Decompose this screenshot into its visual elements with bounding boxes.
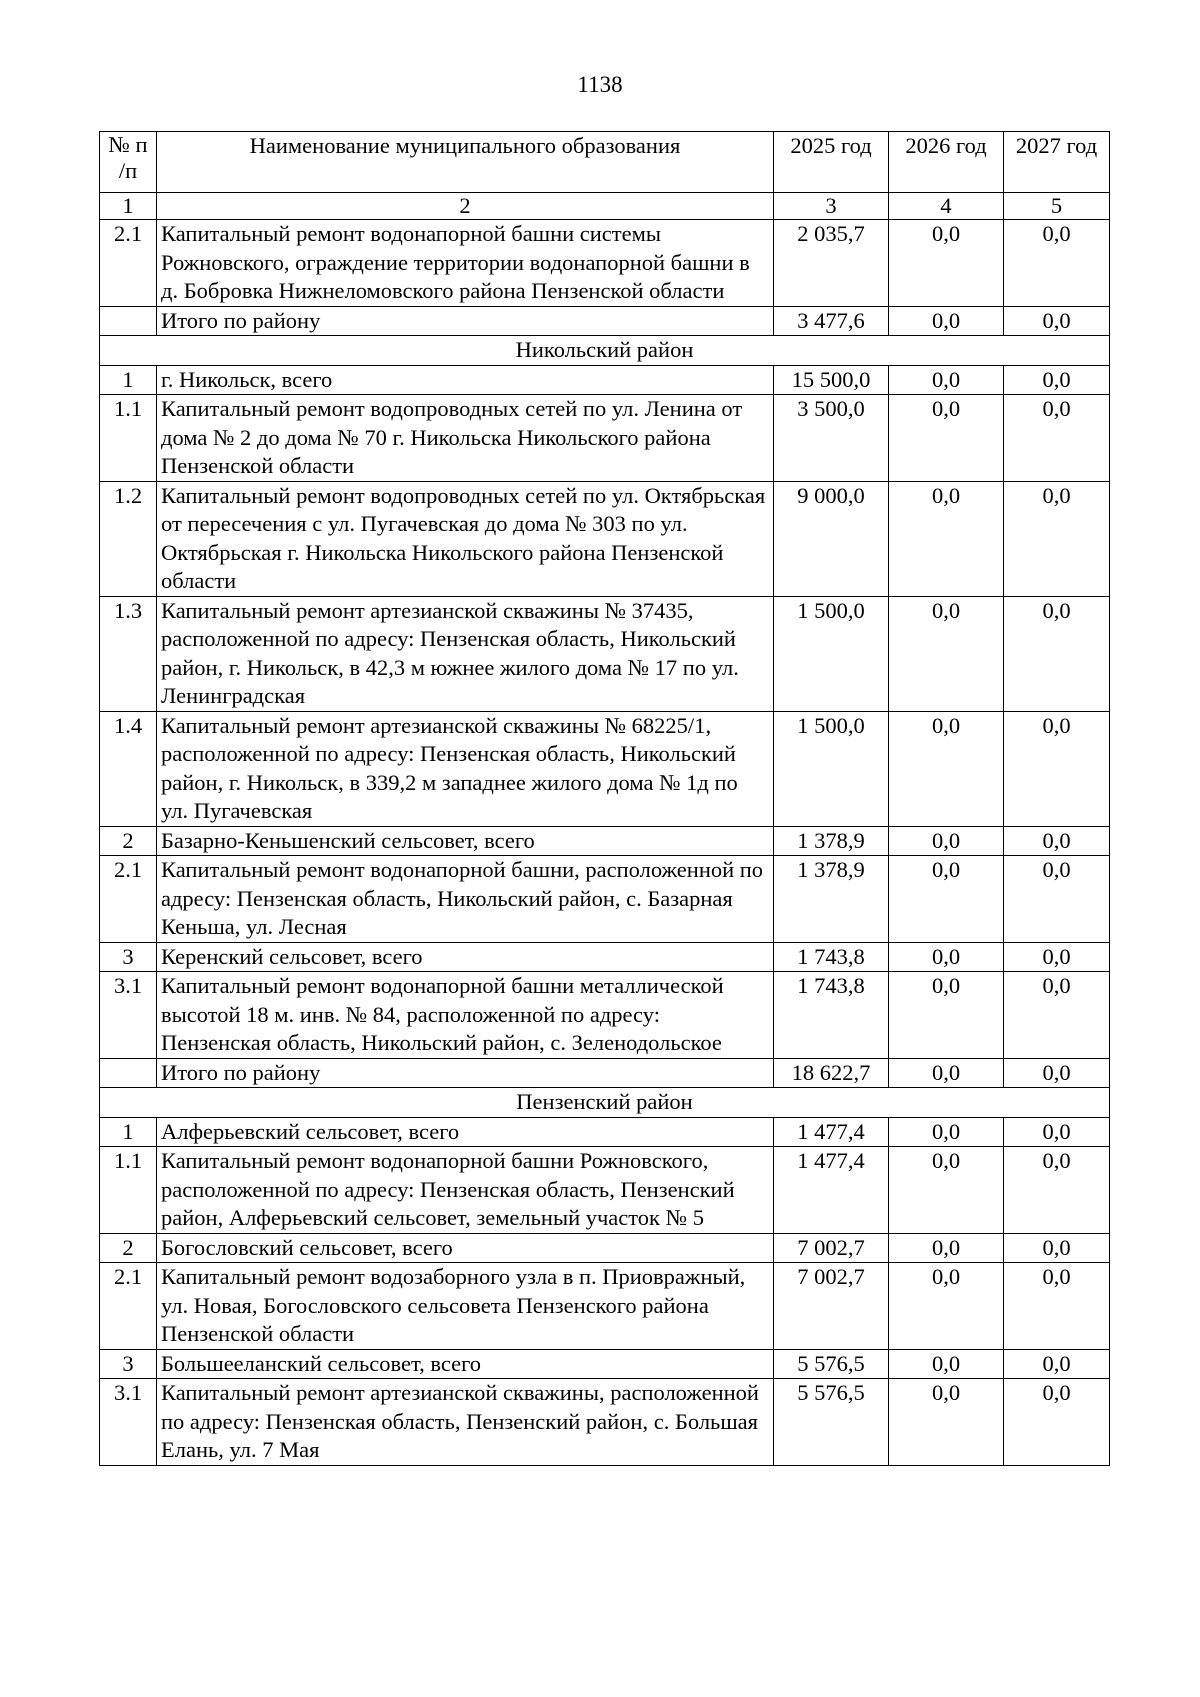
district-total-row — [100, 1058, 1110, 1088]
column-index: 1 — [100, 193, 157, 220]
value-2027: 0,0 — [1004, 481, 1110, 596]
value-2027: 0,0 — [1004, 365, 1110, 395]
value-2025: 1 378,9 — [774, 826, 889, 856]
value-2027: 0,0 — [1004, 1233, 1110, 1263]
value-2027: 0,0 — [1004, 1349, 1110, 1379]
table-row — [100, 481, 1110, 596]
column-index: 2 — [157, 193, 774, 220]
table-row — [100, 395, 1110, 482]
row-name: Капитальный ремонт водонапорной башни, расположенной по адресу: Пензенская область, Никольский район, с. Базарная Кеньша, ул. Лесная — [157, 856, 774, 943]
row-name: г. Никольск, всего — [157, 365, 774, 395]
table-row — [100, 711, 1110, 826]
value-2026: 0,0 — [889, 972, 1004, 1059]
value-2025: 1 378,9 — [774, 856, 889, 943]
value-2025: 1 743,8 — [774, 942, 889, 972]
header-2026: 2026 год — [889, 132, 1004, 193]
district-header-row — [100, 336, 1110, 366]
row-number: 1.1 — [100, 1147, 157, 1234]
table-row — [100, 1147, 1110, 1234]
row-number: 2.1 — [100, 1263, 157, 1350]
table-row — [100, 365, 1110, 395]
row-name: Капитальный ремонт водопроводных сетей по ул. Октябрьская от пересечения с ул. Пугачевская до дома № 303 по ул. Октябрьская г. Никольска Никольского района Пензенской области — [157, 481, 774, 596]
value-2027: 0,0 — [1004, 1117, 1110, 1147]
value-2026: 0,0 — [889, 1117, 1004, 1147]
value-2026: 0,0 — [889, 395, 1004, 482]
table-row — [100, 1349, 1110, 1379]
header-name: Наименование муниципального образования — [157, 132, 774, 193]
table-row — [100, 220, 1110, 307]
value-2025: 7 002,7 — [774, 1233, 889, 1263]
value-2027: 0,0 — [1004, 220, 1110, 307]
row-name: Капитальный ремонт артезианской скважины, расположенной по адресу: Пензенская область, Пензенский район, с. Большая Елань, ул. 7 Мая — [157, 1379, 774, 1466]
table-row — [100, 972, 1110, 1059]
value-2027: 0,0 — [1004, 1058, 1110, 1088]
row-number: 2.1 — [100, 856, 157, 943]
value-2027: 0,0 — [1004, 942, 1110, 972]
value-2026: 0,0 — [889, 1233, 1004, 1263]
row-number: 1.3 — [100, 596, 157, 711]
header-num: № п /п — [100, 132, 157, 193]
value-2027: 0,0 — [1004, 972, 1110, 1059]
row-name: Итого по району — [157, 306, 774, 336]
district-header-row — [100, 1088, 1110, 1118]
column-index: 4 — [889, 193, 1004, 220]
value-2026: 0,0 — [889, 596, 1004, 711]
column-index: 3 — [774, 193, 889, 220]
row-number: 3.1 — [100, 1379, 157, 1466]
table-header-row — [100, 132, 1110, 193]
row-number: 2.1 — [100, 220, 157, 307]
row-number: 3 — [100, 942, 157, 972]
value-2025: 1 477,4 — [774, 1147, 889, 1234]
table-row — [100, 596, 1110, 711]
district-name: Никольский район — [100, 336, 1110, 366]
row-name: Капитальный ремонт водопроводных сетей по ул. Ленина от дома № 2 до дома № 70 г. Никольска Никольского района Пензенской области — [157, 395, 774, 482]
row-number: 2 — [100, 826, 157, 856]
table-row — [100, 1263, 1110, 1350]
value-2027: 0,0 — [1004, 596, 1110, 711]
value-2025: 1 743,8 — [774, 972, 889, 1059]
value-2026: 0,0 — [889, 1147, 1004, 1234]
value-2027: 0,0 — [1004, 306, 1110, 336]
row-number: 1.4 — [100, 711, 157, 826]
header-2025: 2025 год — [774, 132, 889, 193]
value-2025: 3 500,0 — [774, 395, 889, 482]
row-name: Базарно-Кеньшенский сельсовет, всего — [157, 826, 774, 856]
row-name: Капитальный ремонт артезианской скважины № 37435, расположенной по адресу: Пензенская область, Никольский район, г. Никольск, в 42,3 м южнее жилого дома № 17 по ул. Ленинградская — [157, 596, 774, 711]
page-number: 1138 — [577, 72, 623, 97]
value-2025: 1 477,4 — [774, 1117, 889, 1147]
row-name: Капитальный ремонт артезианской скважины № 68225/1, расположенной по адресу: Пензенская область, Никольский район, г. Никольск, в 339,2 м западнее жилого дома № 1д по ул. Пугачевская — [157, 711, 774, 826]
table-body — [100, 220, 1110, 1466]
value-2026: 0,0 — [889, 481, 1004, 596]
table-row — [100, 856, 1110, 943]
value-2027: 0,0 — [1004, 826, 1110, 856]
row-number: 3 — [100, 1349, 157, 1379]
value-2026: 0,0 — [889, 1263, 1004, 1350]
value-2027: 0,0 — [1004, 856, 1110, 943]
row-number — [100, 306, 157, 336]
table-row — [100, 1233, 1110, 1263]
row-number: 3.1 — [100, 972, 157, 1059]
value-2026: 0,0 — [889, 826, 1004, 856]
row-name: Капитальный ремонт водозаборного узла в п. Приовражный, ул. Новая, Богословского сельсовета Пензенского района Пензенской области — [157, 1263, 774, 1350]
row-name: Итого по району — [157, 1058, 774, 1088]
row-number: 1.1 — [100, 395, 157, 482]
row-number: 1 — [100, 1117, 157, 1147]
value-2027: 0,0 — [1004, 711, 1110, 826]
budget-table — [99, 131, 1110, 1466]
column-index-row — [100, 193, 1110, 220]
row-number: 1 — [100, 365, 157, 395]
value-2026: 0,0 — [889, 1349, 1004, 1379]
table-row — [100, 942, 1110, 972]
row-name: Алферьевский сельсовет, всего — [157, 1117, 774, 1147]
table-row — [100, 1379, 1110, 1466]
value-2027: 0,0 — [1004, 1147, 1110, 1234]
value-2027: 0,0 — [1004, 1263, 1110, 1350]
value-2025: 5 576,5 — [774, 1379, 889, 1466]
value-2025: 18 622,7 — [774, 1058, 889, 1088]
value-2026: 0,0 — [889, 1058, 1004, 1088]
value-2025: 1 500,0 — [774, 711, 889, 826]
row-name: Богословский сельсовет, всего — [157, 1233, 774, 1263]
value-2026: 0,0 — [889, 1379, 1004, 1466]
row-name: Большееланский сельсовет, всего — [157, 1349, 774, 1379]
value-2026: 0,0 — [889, 856, 1004, 943]
value-2025: 15 500,0 — [774, 365, 889, 395]
value-2025: 1 500,0 — [774, 596, 889, 711]
value-2025: 2 035,7 — [774, 220, 889, 307]
row-number: 1.2 — [100, 481, 157, 596]
table-row — [100, 826, 1110, 856]
row-name: Капитальный ремонт водонапорной башни металлической высотой 18 м. инв. № 84, расположенной по адресу: Пензенская область, Никольский район, с. Зеленодольское — [157, 972, 774, 1059]
value-2025: 9 000,0 — [774, 481, 889, 596]
value-2026: 0,0 — [889, 365, 1004, 395]
table-row — [100, 1117, 1110, 1147]
value-2025: 7 002,7 — [774, 1263, 889, 1350]
value-2027: 0,0 — [1004, 395, 1110, 482]
value-2026: 0,0 — [889, 942, 1004, 972]
value-2027: 0,0 — [1004, 1379, 1110, 1466]
value-2026: 0,0 — [889, 306, 1004, 336]
district-name: Пензенский район — [100, 1088, 1110, 1118]
value-2026: 0,0 — [889, 220, 1004, 307]
row-number: 2 — [100, 1233, 157, 1263]
value-2026: 0,0 — [889, 711, 1004, 826]
value-2025: 5 576,5 — [774, 1349, 889, 1379]
header-2027: 2027 год — [1004, 132, 1110, 193]
district-total-row — [100, 306, 1110, 336]
row-name: Капитальный ремонт водонапорной башни Рожновского, расположенной по адресу: Пензенская область, Пензенский район, Алферьевский сельсовет, земельный участок № 5 — [157, 1147, 774, 1234]
column-index: 5 — [1004, 193, 1110, 220]
row-name: Керенский сельсовет, всего — [157, 942, 774, 972]
row-number — [100, 1058, 157, 1088]
row-name: Капитальный ремонт водонапорной башни системы Рожновского, ограждение территории водонапорной башни в д. Бобровка Нижнеломовского района Пензенской области — [157, 220, 774, 307]
value-2025: 3 477,6 — [774, 306, 889, 336]
